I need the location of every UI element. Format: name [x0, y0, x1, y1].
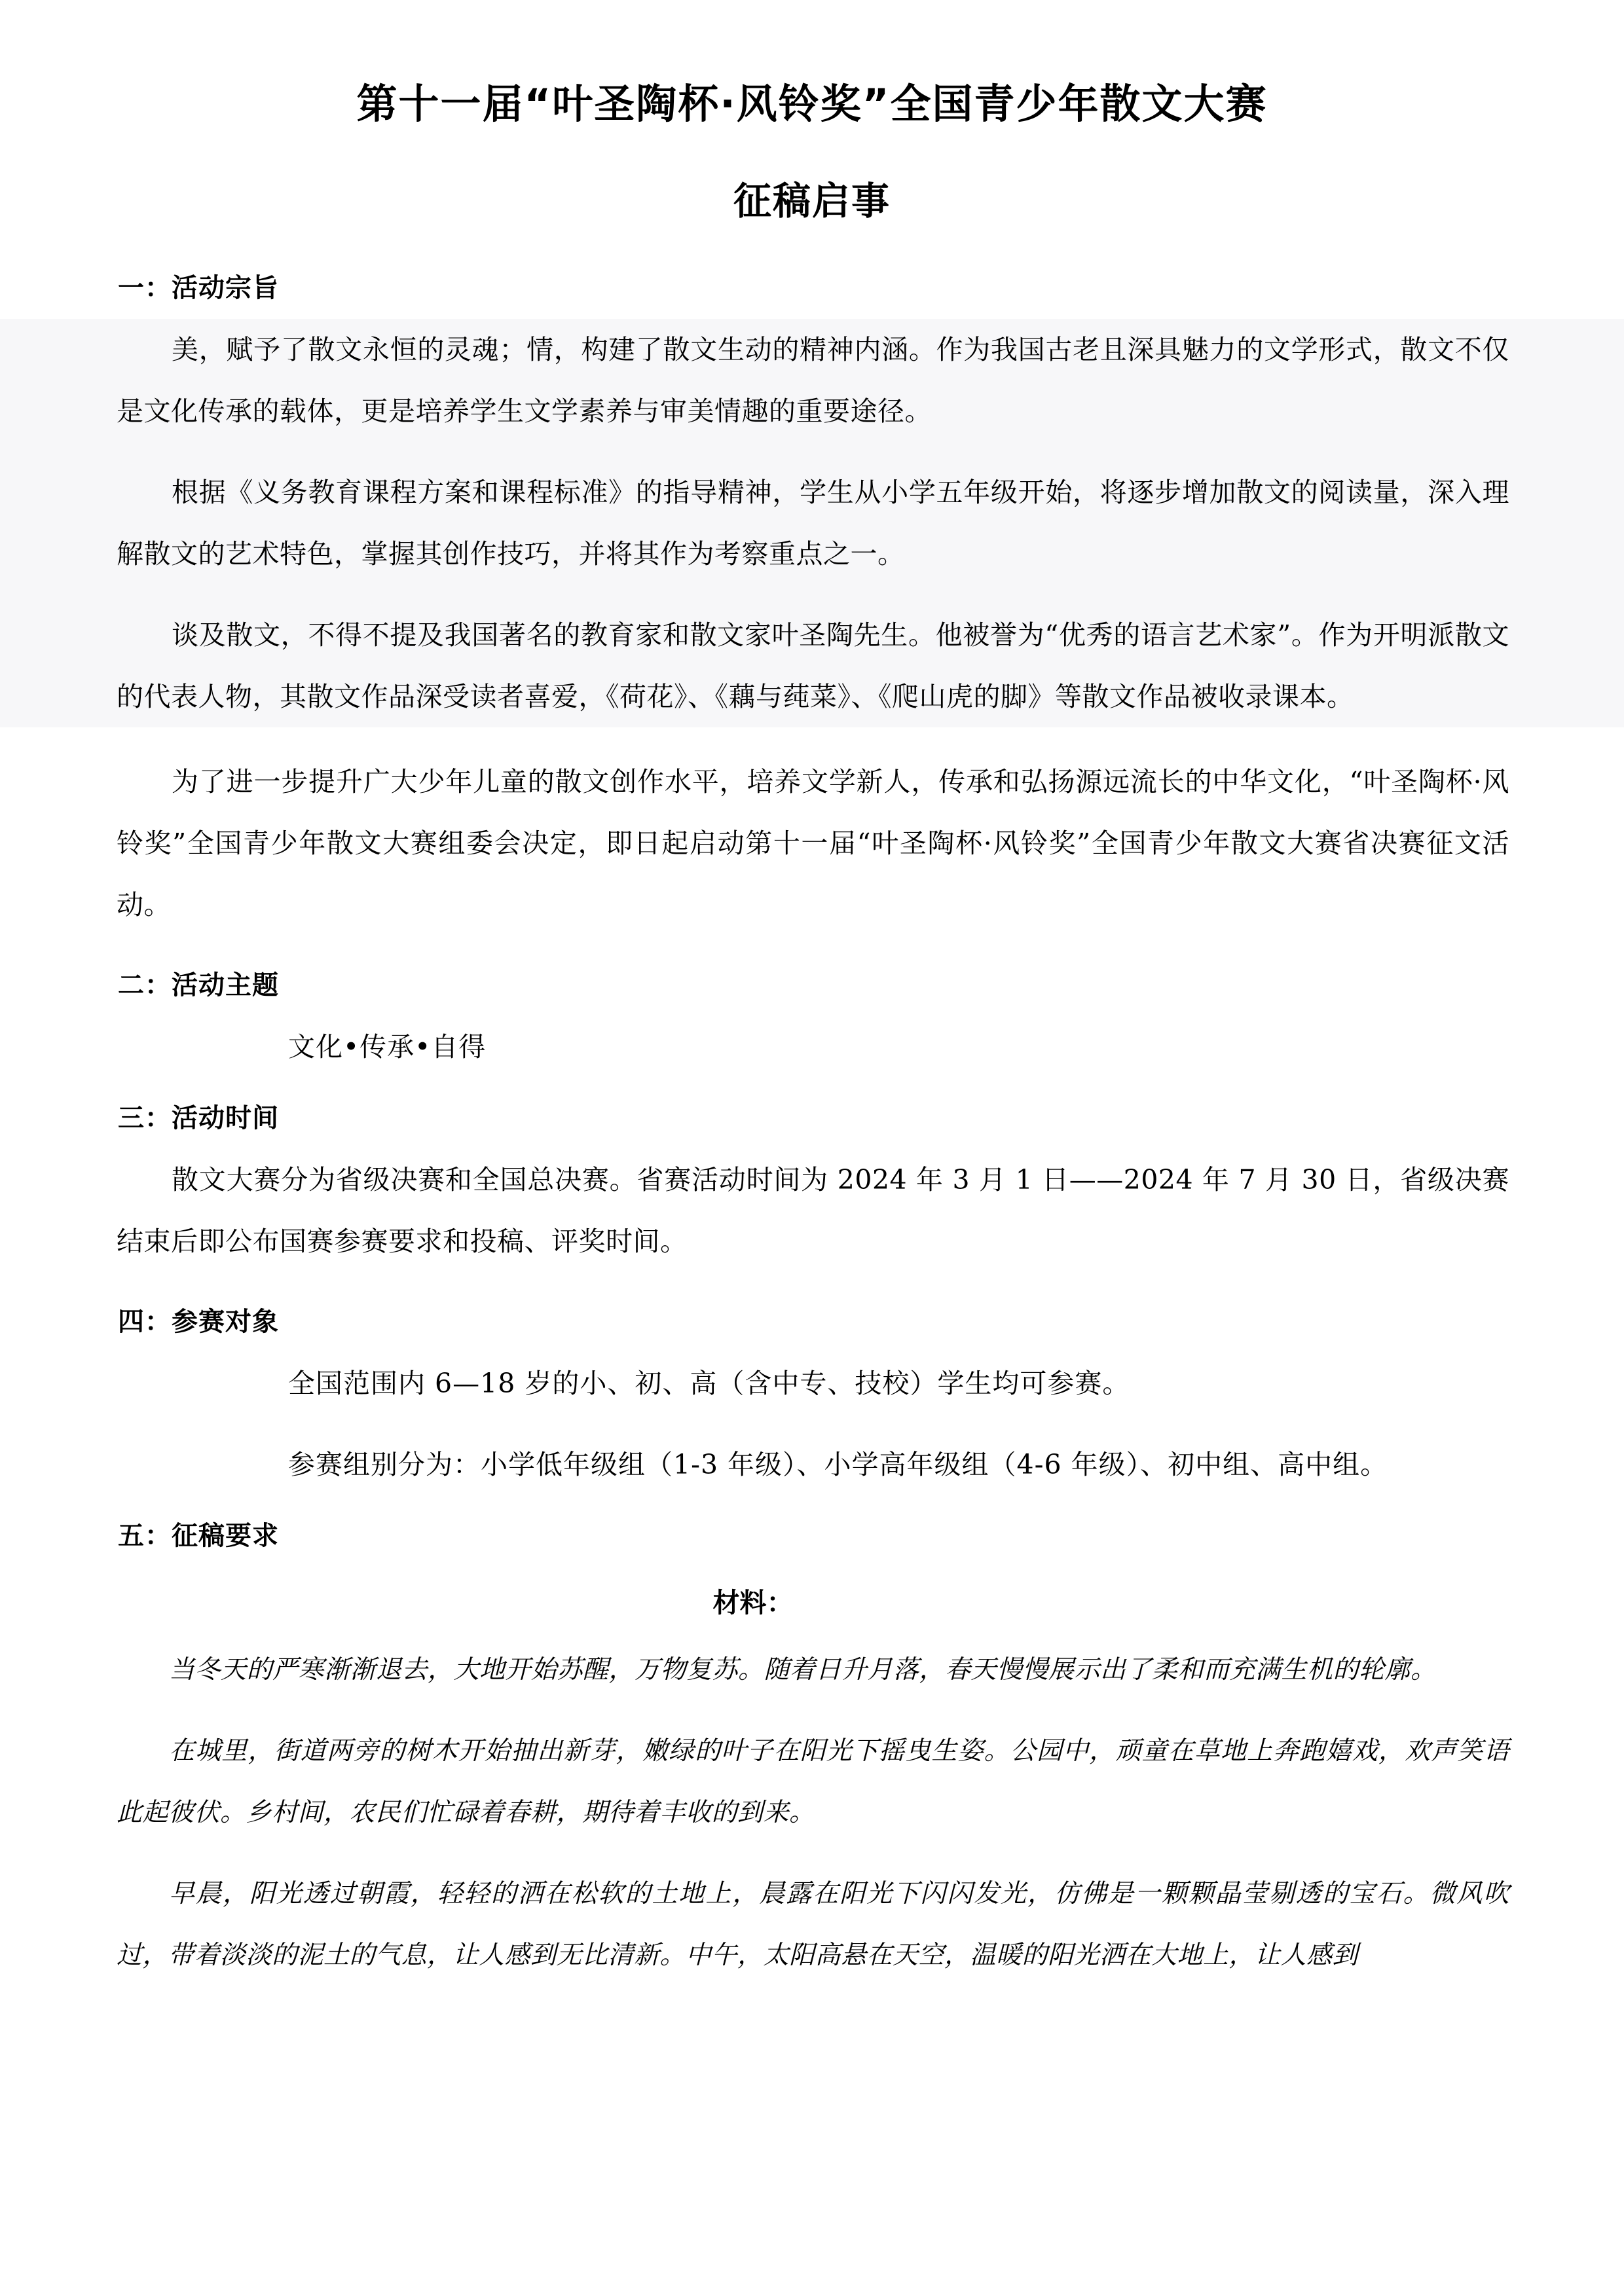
section-theme-block — [0, 1016, 1624, 1078]
paragraph: 为了进一步提升广大少年儿童的散文创作水平，培养文学新人，传承和弘扬源远流长的中华文化，“叶圣陶杯·风铃奖”全国青少年散文大赛组委会决定，即日起启动第十一届“叶圣陶杯·风铃奖”全国青少年散文大赛省决赛征文活动。 — [117, 765, 1509, 920]
material-paragraph: 早晨，阳光透过朝霞，轻轻的洒在松软的土地上，晨露在阳光下闪闪发光，仿佛是一颗颗晶莹剔透的宝石。微风吹过，带着淡淡的泥土的气息，让人感到无比清新。中午，太阳高悬在天空，温暖的阳光洒在大地上，让人感到 — [117, 1878, 1509, 1970]
theme-text: 文化•传承•自得 — [288, 1030, 487, 1063]
section-heading-submission: 五：征稿要求 — [118, 1520, 279, 1551]
paragraph: 全国范围内 6—18 岁的小、初、高（含中专、技校）学生均可参赛。 — [288, 1367, 1130, 1399]
document-title: 第十一届“叶圣陶杯·风铃奖”全国青少年散文大赛 — [356, 80, 1268, 128]
paragraph: 根据《义务教育课程方案和课程标准》的指导精神，学生从小学五年级开始，将逐步增加散文的阅读量，深入理解散文的艺术特色，掌握其创作技巧，并将其作为考察重点之一。 — [117, 476, 1509, 570]
material-paragraph: 当冬天的严寒渐渐退去，大地开始苏醒，万物复苏。随着日升月落，春天慢慢展示出了柔和而充满生机的轮廓。 — [169, 1654, 1437, 1685]
section-heading-time: 三：活动时间 — [118, 1102, 279, 1133]
material-paragraph: 在城里，街道两旁的树木开始抽出新芽，嫩绿的叶子在阳光下摇曳生姿。公园中，顽童在草地上奔跑嬉戏，欢声笑语此起彼伏。乡村间，农民们忙碌着春耕，期待着丰收的到来。 — [117, 1736, 1509, 1827]
section-heading-purpose: 一：活动宗旨 — [118, 272, 279, 303]
paragraph: 美，赋予了散文永恒的灵魂；情，构建了散文生动的精神内涵。作为我国古老且深具魅力的文学形式，散文不仅是文化传承的载体，更是培养学生文学素养与审美情趣的重要途径。 — [117, 333, 1509, 427]
material-block — [0, 1639, 1624, 1986]
paragraph: 参赛组别分为：小学低年级组（1-3 年级）、小学高年级组（4-6 年级）、初中组、高中组。 — [288, 1448, 1388, 1480]
paragraph: 谈及散文，不得不提及我国著名的教育家和散文家叶圣陶先生。他被誉为“优秀的语言艺术家”。作为开明派散文的代表人物，其散文作品深受读者喜爱，《荷花》、《藕与莼菜》、《爬山虎的脚》等散文作品被收录课本。 — [117, 619, 1509, 712]
section-heading-theme: 二：活动主题 — [118, 970, 279, 1000]
material-heading: 材料： — [712, 1586, 794, 1618]
paragraph: 散文大赛分为省级决赛和全国总决赛。省赛活动时间为 2024 年 3 月 1 日——2024 年 7 月 30 日，省级决赛结束后即公布国赛参赛要求和投稿、评奖时间。 — [117, 1163, 1509, 1257]
section-participants-block — [0, 1353, 1624, 1495]
section-time-block — [0, 1149, 1624, 1272]
section-purpose-block — [0, 751, 1624, 936]
document-subtitle: 征稿启事 — [733, 178, 891, 223]
section-purpose-highlighted-block — [0, 319, 1624, 727]
section-heading-participants: 四：参赛对象 — [118, 1306, 279, 1337]
